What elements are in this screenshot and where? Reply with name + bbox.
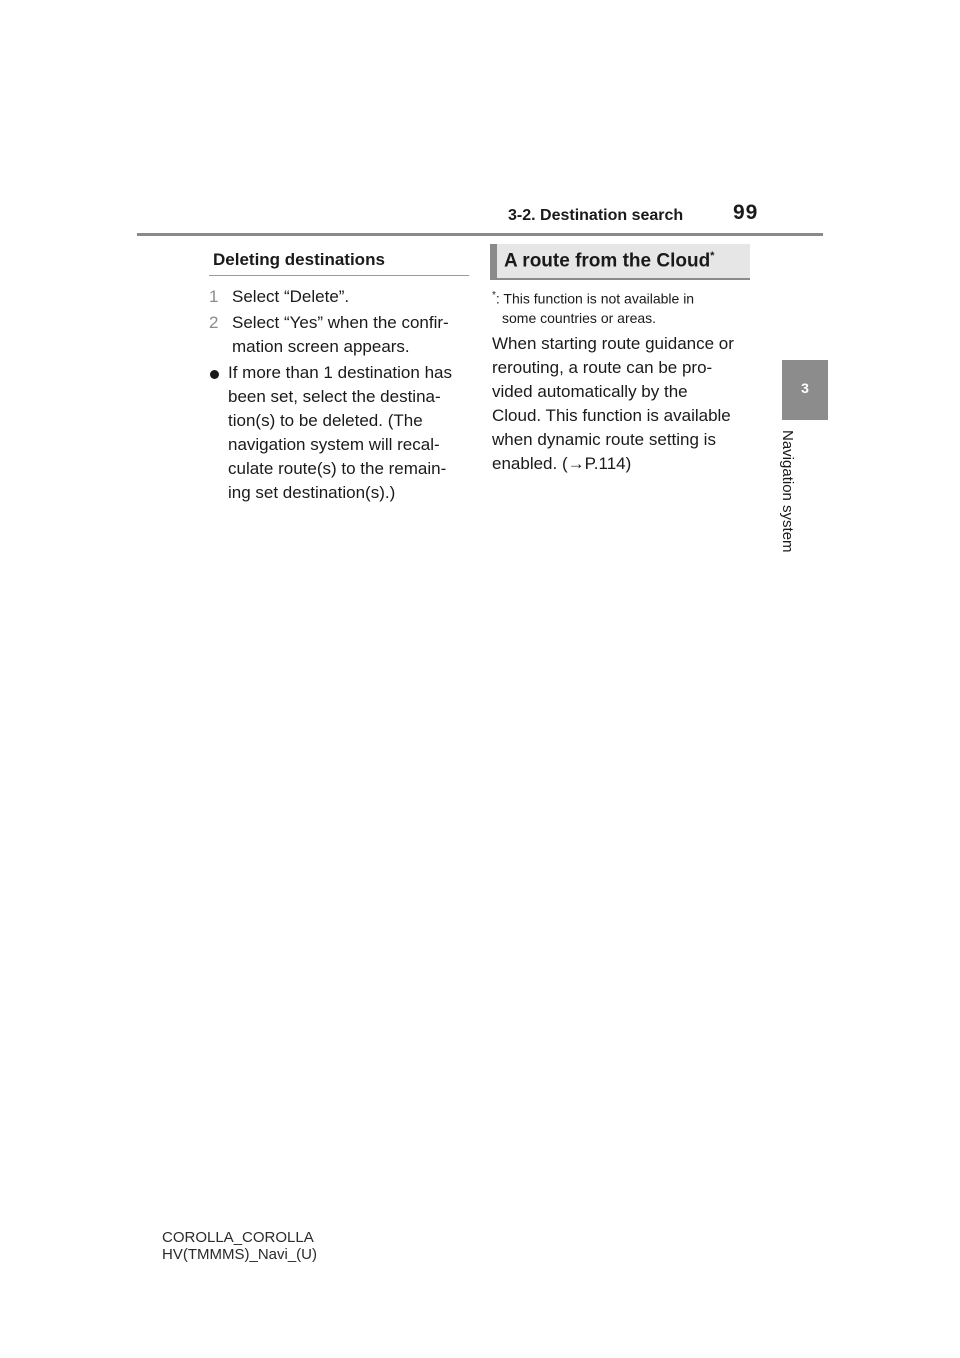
deleting-destinations-heading xyxy=(209,244,469,276)
body-line: When starting route guidance or xyxy=(492,334,734,353)
chapter-tab xyxy=(782,360,828,420)
body-line: vided automatically by the xyxy=(492,382,688,401)
footnote-line: : This function is not available in xyxy=(495,290,695,307)
bullet-line: ing set destination(s).) xyxy=(228,483,396,502)
cloud-route-description xyxy=(492,332,754,476)
step-text: Select “Delete”. xyxy=(232,287,350,306)
cloud-route-heading xyxy=(490,244,750,280)
arrow-right-icon: → xyxy=(567,454,585,473)
body-text: enabled. ( xyxy=(492,454,568,473)
body-line-last xyxy=(492,452,754,476)
footnote-line: some countries or areas. xyxy=(502,309,657,326)
chapter-title: Navigation system xyxy=(779,430,796,553)
bullet-line: been set, select the destina- xyxy=(228,387,441,406)
bullet-line: tion(s) to be deleted. (The xyxy=(228,411,423,430)
bullet-dot-icon xyxy=(210,370,219,379)
section-title: 3-2. Destination search xyxy=(508,207,684,224)
footnote xyxy=(492,286,742,328)
step-2 xyxy=(209,311,472,359)
page-number: 99 xyxy=(733,201,759,224)
header-rule xyxy=(137,233,823,236)
bullet-line: If more than 1 destination has xyxy=(228,363,452,382)
step-number: 1 xyxy=(209,287,219,306)
bullet-line: navigation system will recal- xyxy=(228,435,440,454)
body-line: Cloud. This function is available xyxy=(492,406,731,425)
step-text: Select “Yes” when the confir-mation screen appears. xyxy=(232,313,449,356)
bullet-text xyxy=(228,361,476,505)
heading-text xyxy=(504,250,714,272)
step-1 xyxy=(209,285,472,309)
heading-label: A route from the Cloud xyxy=(504,250,711,272)
heading-text: Deleting destinations xyxy=(213,250,385,269)
heading-accent-bar xyxy=(490,244,497,278)
step-number: 2 xyxy=(209,313,219,332)
body-line: when dynamic route setting is xyxy=(492,430,716,449)
footnote-marker: * xyxy=(492,290,496,301)
chapter-number: 3 xyxy=(801,380,809,396)
document-code xyxy=(162,1229,317,1263)
body-line: rerouting, a route can be pro- xyxy=(492,358,713,377)
footer-line: COROLLA_COROLLA xyxy=(162,1229,314,1246)
page-reference-link[interactable]: P.114) xyxy=(584,454,632,473)
heading-marker: * xyxy=(710,250,715,262)
footer-line: HV(TMMMS)_Navi_(U) xyxy=(162,1246,317,1263)
bullet-line: culate route(s) to the remain- xyxy=(228,459,447,478)
